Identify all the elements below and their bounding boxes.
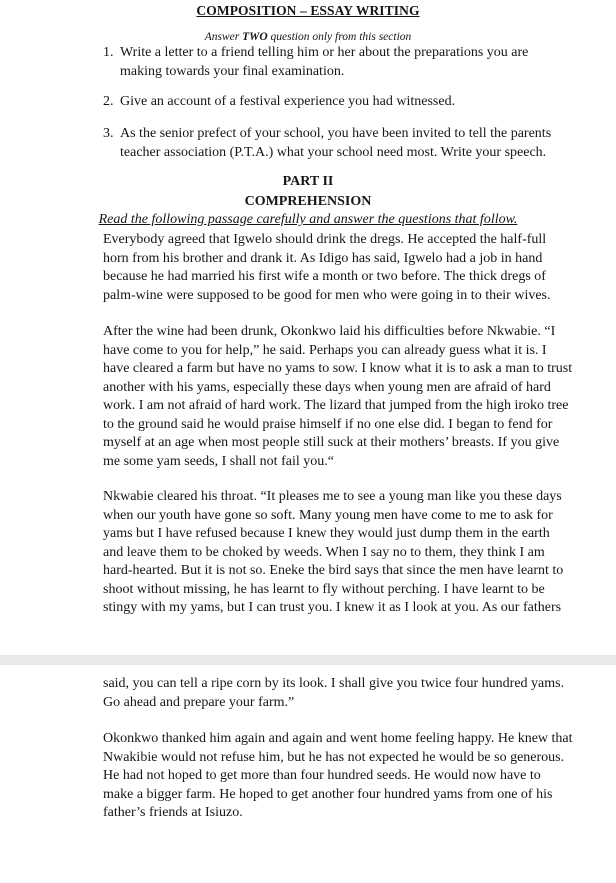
passage-paragraph: Nkwabie cleared his throat. “It pleases me to see a young man like you these days when our youth have gone so soft. Many young men have come to me to ask for yams but I have refused because I knew they would just dump them in the earth and leave them to be choked by weeds. When I say no to them, they think I am hard-hearted. But it is not so. Eneke the bird says that since the men have learnt to shoot without missing, he has learnt to fly without perching. I have learnt to be stingy with my yams, but I can trust you. I knew it as I look at you. As our fathers bbox=[103, 489, 564, 615]
section-instruction bbox=[0, 31, 616, 43]
instruction-suffix: question only from this section bbox=[267, 31, 412, 43]
question-text: Write a letter to a friend telling him or her about the preparations you are making towards your final examination. bbox=[120, 45, 529, 79]
question-number: 3. bbox=[103, 126, 114, 141]
comprehension-direction: Read the following passage carefully and answer the questions that follow. bbox=[98, 212, 518, 227]
passage-paragraph: After the wine had been drunk, Okonkwo laid his difficulties before Nkwabie. “I have come to you for help,” he said. Perhaps you can already guess what it is. I have cleared a farm but have no yams to sow. I know what it is to ask a man to trust another with his yams, especially these days when young men are afraid of hard work. I am not afraid of hard work. The lizard that jumped from the high iroko tree to the ground said he would praise himself if no one else did. I began to fend for myself at an age when most people still suck at their mothers’ breasts. If you give me some yam seeds, I shall not fail you.“ bbox=[103, 324, 573, 469]
section-title: COMPOSITION – ESSAY WRITING bbox=[196, 3, 420, 18]
question-number: 2. bbox=[103, 94, 114, 109]
comprehension-heading: COMPREHENSION bbox=[244, 194, 372, 209]
instruction-prefix: Answer bbox=[204, 31, 243, 43]
passage-paragraph: Everybody agreed that Igwelo should drink the dregs. He accepted the half-full horn from his brother and drank it. As Idigo has said, Igwelo had a job in hand because he had married his first wife a month or two before. The thick dregs of palm-wine were supposed to be good for men who were going in to their wives. bbox=[103, 232, 551, 303]
question-item bbox=[103, 124, 573, 162]
question-text: Give an account of a festival experience you had witnessed. bbox=[120, 94, 456, 109]
question-text: As the senior prefect of your school, you have been invited to tell the parents teacher association (P.T.A.) what your school need most. Write your speech. bbox=[120, 126, 552, 160]
question-number: 1. bbox=[103, 45, 114, 60]
instruction-emphasis: TWO bbox=[242, 31, 268, 43]
question-item bbox=[103, 43, 573, 81]
passage-paragraph: said, you can tell a ripe corn by its look. I shall give you twice four hundred yams. Go ahead and prepare your farm.” bbox=[103, 676, 565, 710]
question-item bbox=[103, 92, 573, 111]
part-heading: PART II bbox=[282, 174, 334, 189]
passage-paragraph: Okonkwo thanked him again and again and went home feeling happy. He knew that Nwakibie would not refuse him, but he has not expected he would be so generous. He had not hoped to get more than four hundred seeds. He would now have to make a bigger farm. He hoped to get another four hundred yams from one of his father’s friends at Isiuzo. bbox=[103, 731, 573, 820]
exam-page-2 bbox=[0, 665, 616, 883]
